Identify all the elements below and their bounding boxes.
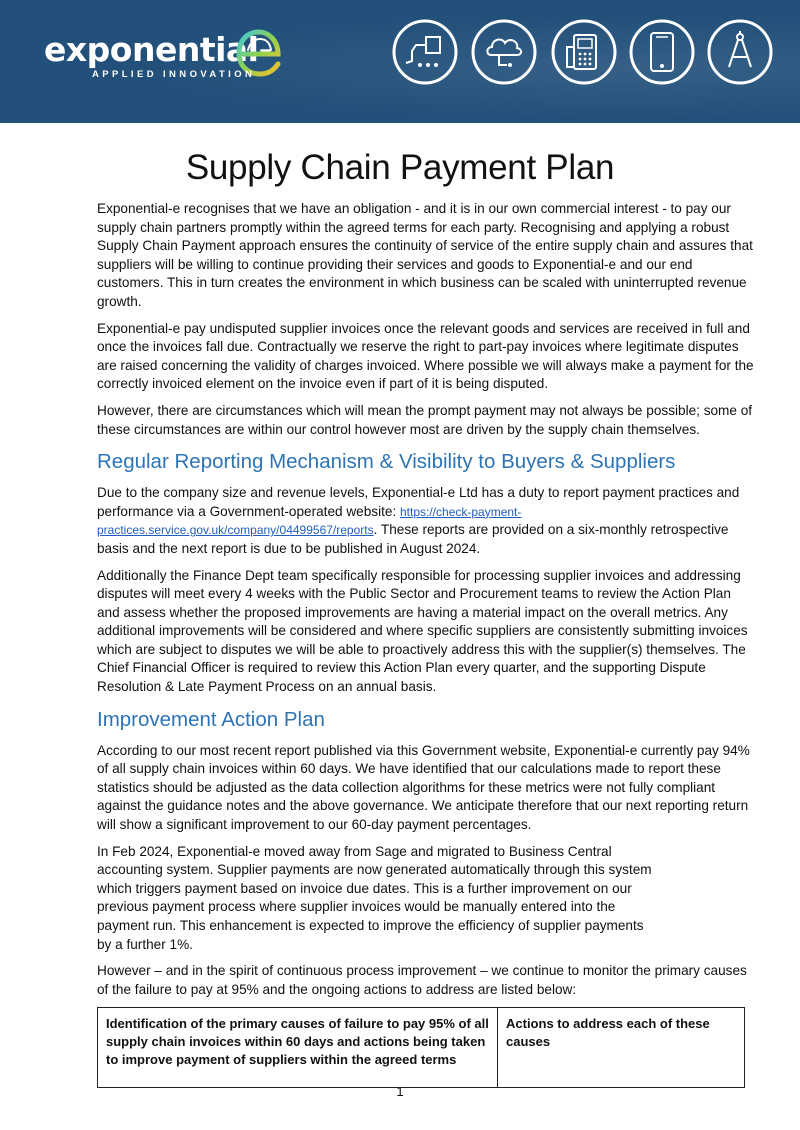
improvement-paragraph-3: However – and in the spirit of continuous process improvement – we continue to monitor the primary causes of the failure to pay at 95% and the ongoing actions to address are listed below: [97,963,747,997]
page-header-banner [0,0,800,123]
cloud-icon [469,17,539,87]
improvement-paragraph-2: In Feb 2024, Exponential-e moved away from Sage and migrated to Business Central accounting system. Supplier payments are now generated automatically through this system which triggers payment based on invoice due dates. This is a further improvement on our previous payment process where supplier invoices would be manually entered into the payment run. This enhancement is expected to improve the efficiency of supplier payments by a further 1%. [97,843,652,952]
company-logo-wordmark: exponential- [44,30,272,69]
gov-reports-link[interactable]: https://check-payment-practices.service.gov.uk/company/04499567/reports [97,504,522,538]
intro-paragraph-2: Exponential-e pay undisputed supplier invoices once the relevant goods and services are received in full and once the invoices fall due. Contractually we reserve the right to part-pay invoices where legitimate disputes are raised concerning the validity of charges invoiced. Where possible we will always make a payment for the correctly invoiced element on the invoice even if part of it is being disputed. [97,320,754,392]
company-logo-tagline: APPLIED INNOVATION [92,69,256,80]
intro-paragraph-1: Exponential-e recognises that we have an obligation - and it is in our own commercial interest - to pay our supply chain partners promptly within the agreed terms for each party. Recognising and applying a robust Supply Chain Payment approach ensures the continuity of service of the entire supply chain and assures that suppliers will be willing to continue providing their services and goods to Exponential-e and our end customers. This in turn creates the environment in which business can be scaled with uninterrupted revenue growth. [97,201,753,309]
reporting-paragraph-1 [97,484,757,558]
table-header-actions: Actions to address each of these causes [498,1008,745,1088]
section-heading-improvement: Improvement Action Plan [97,707,325,731]
improvement-paragraph-1: According to our most recent report published via this Government website, Exponential-e currently pay 94% of all supply chain invoices within 60 days. We have identified that our calculations made to report these statistics should be adjusted as the data collection algorithms for these metrics were not fully compliant against the guidance notes and the above governance. We anticipate therefore that our next reporting return will show a significant improvement to our 60-day payment percentages. [97,742,750,833]
compass-icon [705,17,775,87]
table-header-causes: Identification of the primary causes of failure to pay 95% of all supply chain invoices within 60 days and actions being taken to improve payment of suppliers within the agreed terms [98,1008,498,1088]
reporting-text-before-link: Due to the company size and revenue levels, Exponential-e Ltd has a duty to report payment practices and performance via a Government-operated website: [97,485,740,519]
mobile-device-icon [627,17,697,87]
reporting-paragraph-2: Additionally the Finance Dept team specifically responsible for processing supplier invoices and addressing disputes will meet every 4 weeks with the Public Sector and Procurement teams to review the Action Plan and assess whether the proposed improvements are having a material impact on the overall metrics. Any additional improvements will be considered and where specific suppliers are consistently submitting invoices which are subject to disputes we will be able to proactively address this with the supplier(s) themselves. The Chief Financial Officer is required to review this Action Plan every quarter, and the supporting Dispute Resolution & Late Payment Process on an annual basis. [97,567,748,695]
phone-icon [549,17,619,87]
reporting-text-after-link: . These reports are provided on a six-monthly retrospective basis and the next report is due to be published in August 2024. [97,522,729,556]
document-title: Supply Chain Payment Plan [185,148,615,187]
network-connector-icon [390,17,460,87]
page-number: 1 [396,1084,404,1099]
action-plan-table [97,1007,745,1088]
intro-paragraph-3: However, there are circumstances which will mean the prompt payment may not always be possible; some of these circumstances are within our control however most are driven by the supply chain themselves. [97,402,753,437]
section-heading-reporting: Regular Reporting Mechanism & Visibility to Buyers & Suppliers [97,450,676,474]
table-header-row [98,1008,745,1088]
document-body [97,200,757,1088]
